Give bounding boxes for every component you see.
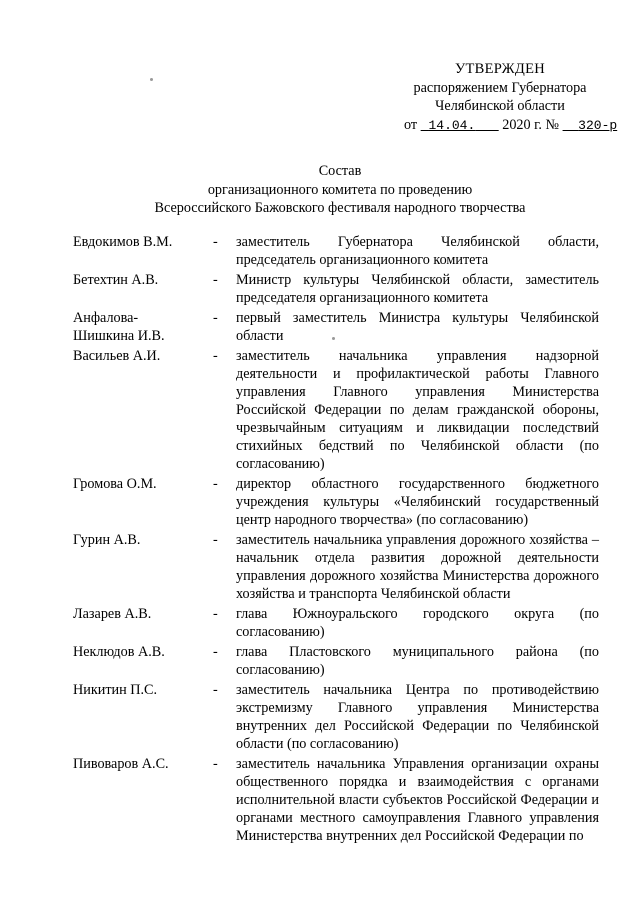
member-dash: -	[213, 682, 218, 698]
year-text: 2020 г. №	[502, 116, 560, 133]
member-role: первый заместитель Министра культуры Челябинской области	[236, 310, 599, 344]
table-row	[73, 345, 599, 473]
title-line-2: организационного комитета по проведению	[207, 181, 473, 198]
date-prefix: от	[404, 116, 418, 133]
table-row	[73, 269, 599, 307]
table-row	[73, 231, 599, 269]
member-dash: -	[213, 644, 218, 660]
approval-region-line: Челябинской области	[435, 98, 565, 114]
member-name: Лазарев А.В.	[73, 606, 152, 622]
member-role: заместитель начальника Управления организации охраны общественного порядка и взаимодействия с органами исполнительной власти субъектов Российской Федерации и органами местного самоуправления Главного управления Министерства внутренних дел Российской Федерации по	[236, 756, 599, 844]
committee-members-table	[73, 231, 599, 845]
table-row	[73, 473, 599, 529]
member-dash: -	[213, 310, 218, 326]
member-role: Министр культуры Челябинской области, заместитель председателя организационного комитета	[236, 272, 599, 306]
scan-speck	[150, 78, 153, 81]
member-dash: -	[213, 532, 218, 548]
table-row	[73, 603, 599, 641]
member-dash: -	[213, 272, 218, 288]
member-role: глава Пластовского муниципального района (по согласованию)	[236, 644, 599, 678]
table-row	[73, 529, 599, 603]
table-row	[73, 641, 599, 679]
member-role: заместитель начальника Центра по противодействию экстремизму Главного управления Министерства внутренних дел Российской Федерации по Челябинской области (по согласованию)	[236, 682, 599, 752]
table-row	[73, 679, 599, 753]
member-role: директор областного государственного бюджетного учреждения культуры «Челябинский государственный центр народного творчества» (по согласованию)	[236, 476, 599, 528]
member-dash: -	[213, 234, 218, 250]
member-name: Неклюдов А.В.	[73, 644, 165, 660]
member-name: Васильев А.И.	[73, 348, 161, 364]
member-name: Пивоваров А.С.	[73, 756, 169, 772]
member-name: Евдокимов В.М.	[73, 234, 173, 250]
member-role: глава Южноуральского городского округа (по согласованию)	[236, 606, 599, 640]
date-value: 14.04.	[428, 117, 476, 133]
order-number: 320-р	[578, 117, 618, 133]
member-role: заместитель начальника управления дорожного хозяйства – начальник отдела развития дорожной деятельности управления дорожного хозяйства Министерства дорожного хозяйства и транспорта Челябинской области	[236, 532, 599, 602]
approval-block	[400, 60, 618, 135]
document-title	[150, 162, 530, 218]
table-row	[73, 753, 599, 845]
member-name: Анфалова- Шишкина И.В.	[73, 310, 165, 344]
member-name: Бетехтин А.В.	[73, 272, 159, 288]
title-line-1: Состав	[318, 163, 362, 179]
scan-speck	[332, 337, 335, 340]
member-name: Никитин П.С.	[73, 682, 158, 698]
approved-heading: УТВЕРЖДЕН	[454, 61, 546, 77]
member-dash: -	[213, 476, 218, 492]
member-dash: -	[213, 348, 218, 364]
approval-order-line: распоряжением Губернатора	[413, 79, 587, 96]
member-name: Громова О.М.	[73, 476, 157, 492]
member-dash: -	[213, 606, 218, 622]
member-dash: -	[213, 756, 218, 772]
member-role: заместитель начальника управления надзорной деятельности и профилактической работы Главного управления Главного управления Министерства Российской Федерации по делам гражданской обороны, чрезвычайным ситуациям и ликвидации последствий стихийных бедствий по Челябинской области (по согласованию)	[236, 348, 599, 472]
approval-date-line	[404, 116, 618, 136]
title-line-3: Всероссийского Бажовского фестиваля народного творчества	[154, 200, 526, 216]
member-role: заместитель Губернатора Челябинской области, председатель организационного комитета	[236, 234, 599, 268]
member-name: Гурин А.В.	[73, 532, 141, 548]
table-row	[73, 307, 599, 345]
